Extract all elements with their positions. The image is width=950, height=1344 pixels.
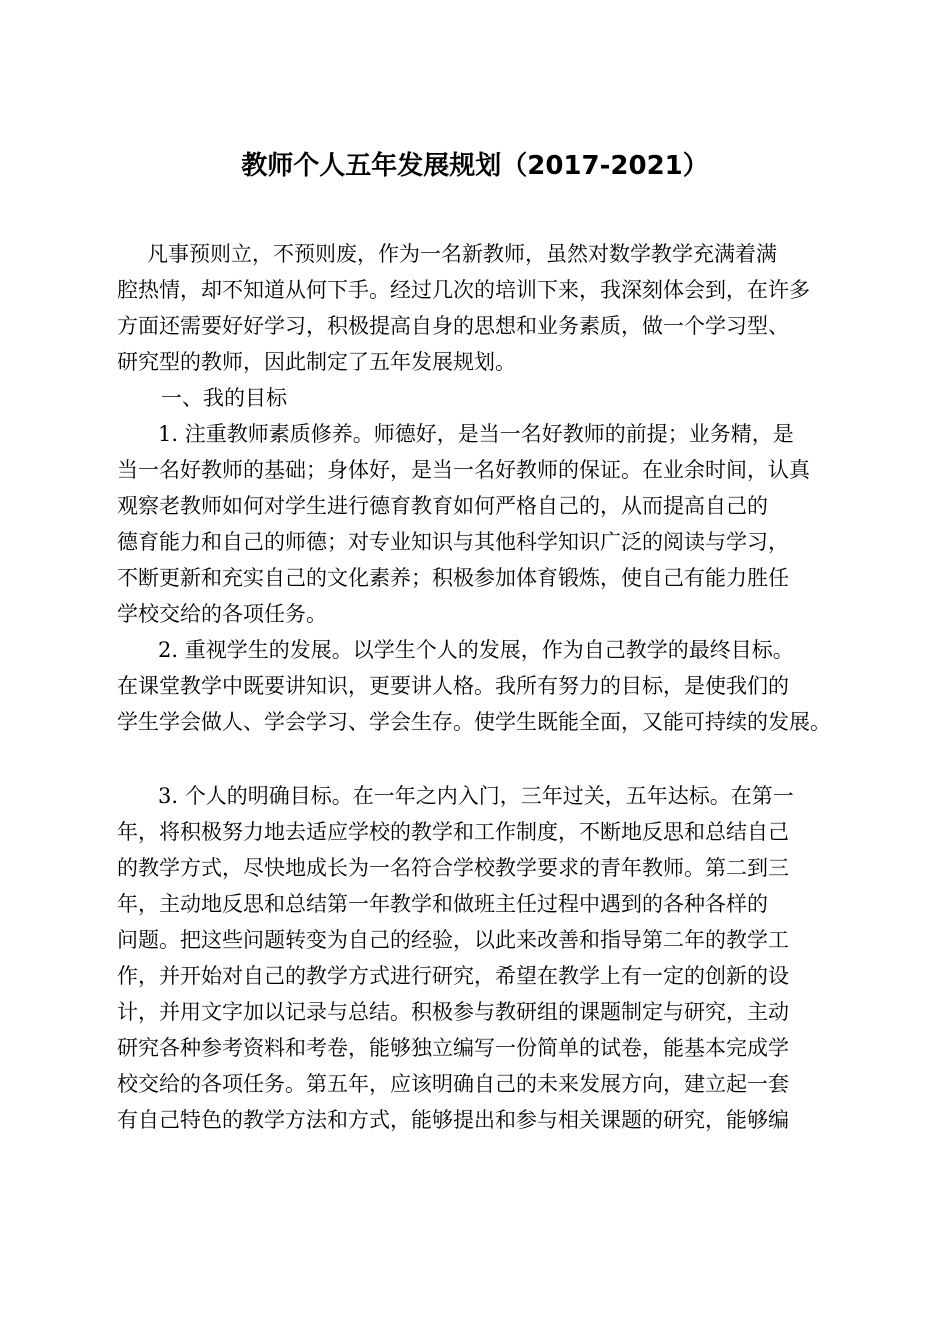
paragraph-line: 计，并用文字加以记录与总结。积极参与教研组的课题制定与研究，主动 [117, 1000, 789, 1024]
paragraph-line: 不断更新和充实自己的文化素养；积极参加体育锻炼，使自己有能力胜任 [117, 566, 789, 590]
paragraph-line: 腔热情，却不知道从何下手。经过几次的培训下来，我深刻体会到，在许多 [117, 278, 810, 302]
paragraph-line: 年，主动地反思和总结第一年教学和做班主任过程中遇到的各种各样的 [117, 892, 768, 916]
paragraph-line: 研究型的教师，因此制定了五年发展规划。 [117, 350, 516, 374]
paragraph-line: 方面还需要好好学习，积极提高自身的思想和业务素质，做一个学习型、 [117, 314, 789, 338]
paragraph-line: 观察老教师如何对学生进行德育教育如何严格自己的，从而提高自己的 [117, 494, 768, 518]
paragraph-line: 学生学会做人、学会学习、学会生存。使学生既能全面，又能可持续的发展。 [117, 710, 831, 734]
paragraph-line: 3. 个人的明确目标。在一年之内入门，三年过关，五年达标。在第一 [158, 784, 794, 808]
section-heading: 一、我的目标 [161, 386, 287, 410]
paragraph-line: 2. 重视学生的发展。以学生个人的发展，作为自己教学的最终目标。 [158, 638, 794, 662]
paragraph-line: 作，并开始对自己的教学方式进行研究，希望在教学上有一定的创新的设 [117, 964, 789, 988]
paragraph-line: 德育能力和自己的师德；对专业知识与其他科学知识广泛的阅读与学习， [117, 530, 789, 554]
paragraph-line: 年，将积极努力地去适应学校的教学和工作制度，不断地反思和总结自己 [117, 820, 789, 844]
paragraph-line: 的教学方式，尽快地成长为一名符合学校教学要求的青年教师。第二到三 [117, 856, 789, 880]
paragraph-line: 校交给的各项任务。第五年，应该明确自己的未来发展方向，建立起一套 [117, 1072, 789, 1096]
paragraph-line: 研究各种参考资料和考卷，能够独立编写一份简单的试卷，能基本完成学 [117, 1036, 789, 1060]
paragraph-line: 有自己特色的教学方法和方式，能够提出和参与相关课题的研究，能够编 [117, 1108, 789, 1132]
paragraph-line: 凡事预则立，不预则废，作为一名新教师，虽然对数学教学充满着满 [147, 242, 777, 266]
document-title: 教师个人五年发展规划（2017-2021） [241, 151, 709, 181]
paragraph-line: 问题。把这些问题转变为自己的经验，以此来改善和指导第二年的教学工 [117, 928, 789, 952]
paragraph-line: 在课堂教学中既要讲知识，更要讲人格。我所有努力的目标，是使我们的 [117, 674, 789, 698]
paragraph-line: 学校交给的各项任务。 [117, 602, 327, 626]
paragraph-line: 当一名好教师的基础；身体好，是当一名好教师的保证。在业余时间，认真 [117, 458, 810, 482]
paragraph-line: 1. 注重教师素质修养。师德好，是当一名好教师的前提；业务精，是 [158, 422, 794, 446]
